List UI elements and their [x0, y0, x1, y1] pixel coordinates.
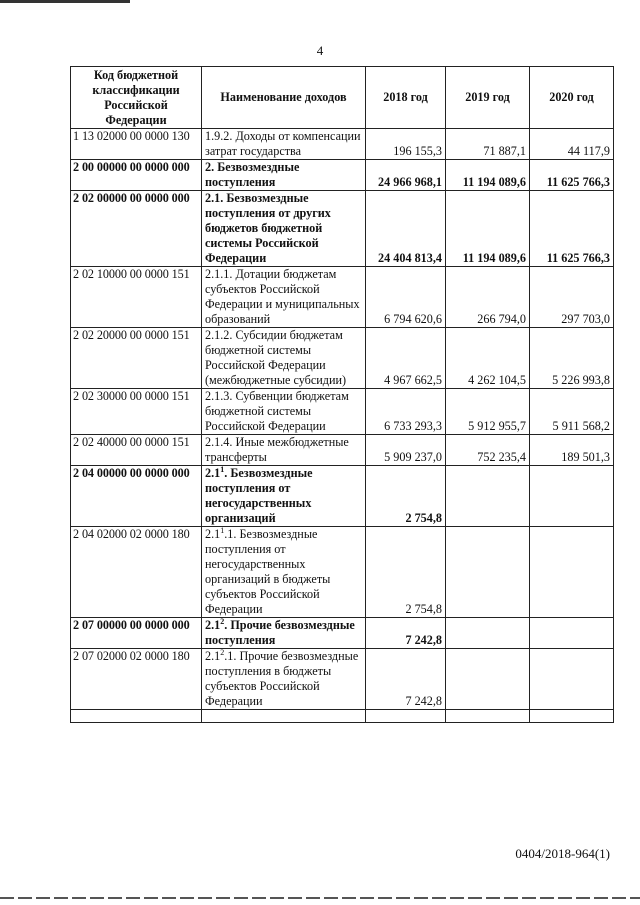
- budget-code-cell: 2 00 00000 00 0000 000: [71, 160, 202, 191]
- table-body: [71, 129, 614, 723]
- budget-code-cell: 2 04 02000 02 0000 180: [71, 527, 202, 618]
- budget-code-cell: 2 02 40000 00 0000 151: [71, 435, 202, 466]
- amount-2019-cell: [446, 466, 530, 527]
- table-row: [71, 191, 614, 267]
- table-row: [71, 527, 614, 618]
- amount-2019-cell: 266 794,0: [446, 267, 530, 328]
- amount-2019-cell: 5 912 955,7: [446, 389, 530, 435]
- top-rule: [0, 0, 130, 3]
- amount-2020-cell: 189 501,3: [530, 435, 614, 466]
- amount-2018-cell: 24 404 813,4: [366, 191, 446, 267]
- item-number-prefix: 2.1: [205, 466, 221, 480]
- amount-2018-cell: 7 242,8: [366, 649, 446, 710]
- header-row: [71, 67, 614, 129]
- header-name: Наименование доходов: [202, 67, 366, 129]
- table-row: [71, 618, 614, 649]
- table-row: [71, 389, 614, 435]
- table-row: [71, 328, 614, 389]
- amount-2018-cell: 24 966 968,1: [366, 160, 446, 191]
- revenue-name-cell: 2. Безвозмездные поступления: [202, 160, 366, 191]
- amount-2019-cell: [446, 649, 530, 710]
- amount-2020-cell: 44 117,9: [530, 129, 614, 160]
- revenue-name-text: .1. Безвозмездные поступления от негосударственных организаций в бюджеты субъектов Российской Федерации: [205, 527, 331, 616]
- amount-2019-cell: 11 194 089,6: [446, 160, 530, 191]
- empty-cell: [202, 710, 366, 723]
- amount-2020-cell: [530, 466, 614, 527]
- amount-2020-cell: [530, 649, 614, 710]
- table-row: [71, 649, 614, 710]
- amount-2018-cell: 7 242,8: [366, 618, 446, 649]
- item-number-prefix: 2.1: [205, 618, 221, 632]
- amount-2018-cell: 6 733 293,3: [366, 389, 446, 435]
- item-number-superscript: 2: [220, 616, 225, 626]
- revenue-name-cell: 2.1.1. Дотации бюджетам субъектов Российской Федерации и муниципальных образований: [202, 267, 366, 328]
- revenue-name-cell: [202, 649, 366, 710]
- amount-2019-cell: 11 194 089,6: [446, 191, 530, 267]
- revenue-table: [70, 66, 614, 723]
- header-2020: 2020 год: [530, 67, 614, 129]
- revenue-name-cell: 2.1.2. Субсидии бюджетам бюджетной системы Российской Федерации (межбюджетные субсидии): [202, 328, 366, 389]
- item-number-superscript: 1: [220, 525, 225, 535]
- budget-code-cell: 2 07 02000 02 0000 180: [71, 649, 202, 710]
- amount-2019-cell: [446, 618, 530, 649]
- amount-2018-cell: 4 967 662,5: [366, 328, 446, 389]
- amount-2020-cell: 11 625 766,3: [530, 160, 614, 191]
- table-row: [71, 435, 614, 466]
- table-row: [71, 267, 614, 328]
- budget-code-cell: 1 13 02000 00 0000 130: [71, 129, 202, 160]
- revenue-name-text: .1. Прочие безвозмездные поступления в бюджеты субъектов Российской Федерации: [205, 649, 359, 708]
- budget-code-cell: 2 02 10000 00 0000 151: [71, 267, 202, 328]
- amount-2019-cell: 71 887,1: [446, 129, 530, 160]
- revenue-name-cell: 2.1.4. Иные межбюджетные трансферты: [202, 435, 366, 466]
- revenue-name-text: . Прочие безвозмездные поступления: [205, 618, 355, 647]
- revenue-name-text: . Безвозмездные поступления от негосударственных организаций: [205, 466, 313, 525]
- revenue-name-cell: [202, 466, 366, 527]
- amount-2020-cell: 297 703,0: [530, 267, 614, 328]
- item-number-prefix: 2.1: [205, 527, 221, 541]
- amount-2020-cell: 5 226 993,8: [530, 328, 614, 389]
- budget-code-cell: 2 02 20000 00 0000 151: [71, 328, 202, 389]
- budget-code-cell: 2 02 30000 00 0000 151: [71, 389, 202, 435]
- empty-cell: [366, 710, 446, 723]
- empty-cell: [446, 710, 530, 723]
- item-number-superscript: 1: [220, 464, 225, 474]
- amount-2019-cell: [446, 527, 530, 618]
- revenue-name-cell: [202, 618, 366, 649]
- empty-cell: [530, 710, 614, 723]
- footer-document-code: 0404/2018-964(1): [515, 846, 610, 861]
- amount-2018-cell: 2 754,8: [366, 527, 446, 618]
- table-row: [71, 160, 614, 191]
- budget-code-cell: 2 02 00000 00 0000 000: [71, 191, 202, 267]
- amount-2020-cell: [530, 618, 614, 649]
- revenue-name-cell: 1.9.2. Доходы от компенсации затрат государства: [202, 129, 366, 160]
- header-2019: 2019 год: [446, 67, 530, 129]
- header-code: Код бюджетной классификации Российской Федерации: [71, 67, 202, 129]
- amount-2019-cell: 752 235,4: [446, 435, 530, 466]
- amount-2018-cell: 2 754,8: [366, 466, 446, 527]
- page-number: 4: [316, 43, 324, 58]
- budget-code-cell: 2 07 00000 00 0000 000: [71, 618, 202, 649]
- amount-2018-cell: 196 155,3: [366, 129, 446, 160]
- revenue-name-cell: [202, 527, 366, 618]
- amount-2018-cell: 6 794 620,6: [366, 267, 446, 328]
- item-number-superscript: 2: [220, 647, 225, 657]
- amount-2020-cell: 5 911 568,2: [530, 389, 614, 435]
- item-number-prefix: 2.1: [205, 649, 221, 663]
- amount-2018-cell: 5 909 237,0: [366, 435, 446, 466]
- amount-2020-cell: [530, 527, 614, 618]
- amount-2020-cell: 11 625 766,3: [530, 191, 614, 267]
- empty-row: [71, 710, 614, 723]
- revenue-name-cell: 2.1.3. Субвенции бюджетам бюджетной системы Российской Федерации: [202, 389, 366, 435]
- table-row: [71, 466, 614, 527]
- table-row: [71, 129, 614, 160]
- bottom-rule: [0, 897, 640, 899]
- empty-cell: [71, 710, 202, 723]
- budget-code-cell: 2 04 00000 00 0000 000: [71, 466, 202, 527]
- amount-2019-cell: 4 262 104,5: [446, 328, 530, 389]
- header-2018: 2018 год: [366, 67, 446, 129]
- revenue-name-cell: 2.1. Безвозмездные поступления от других бюджетов бюджетной системы Российской Федерации: [202, 191, 366, 267]
